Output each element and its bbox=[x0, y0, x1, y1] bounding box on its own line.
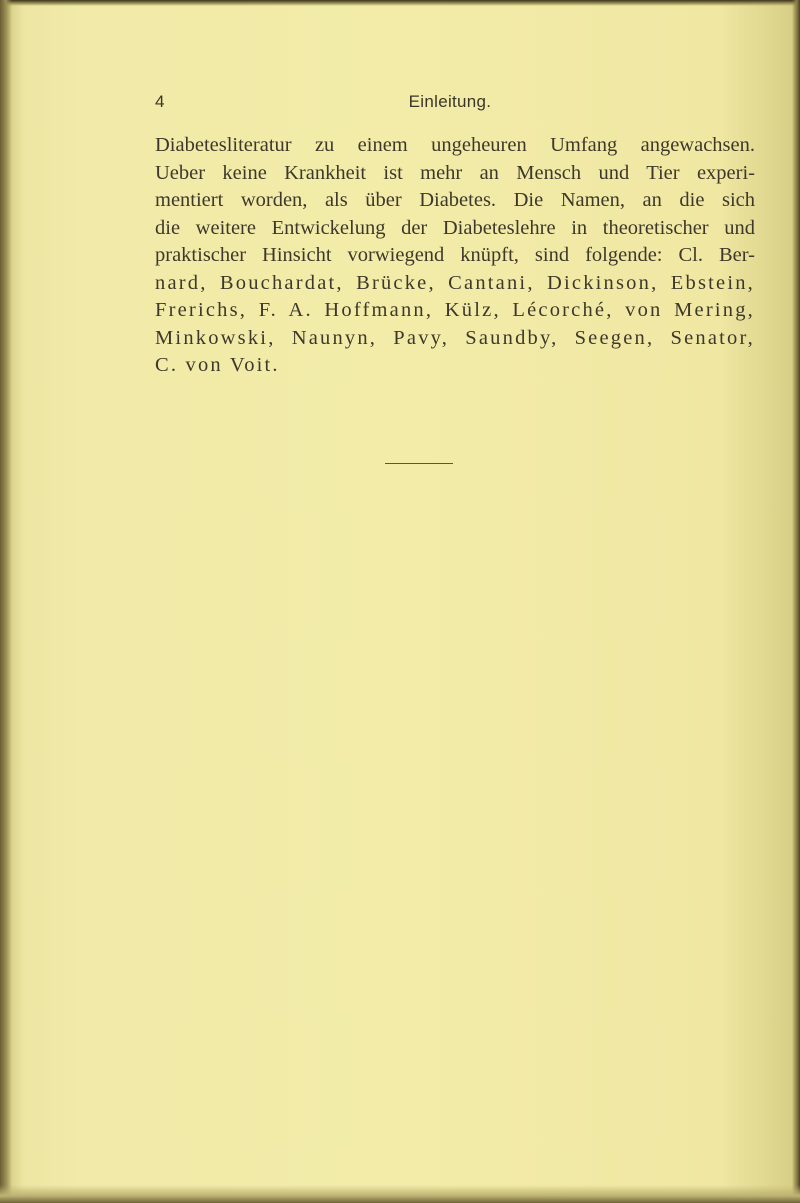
text-line: die weitere Entwickelung der Diabeteslehre in theoretischer und bbox=[155, 216, 755, 239]
page-number: 4 bbox=[155, 92, 165, 111]
text-line: praktischer Hinsicht vorwiegend knüpft, sind folgende: Cl. Ber- bbox=[155, 244, 755, 266]
text-line: nard, Bouchardat, Brücke, Cantani, Dickinson, Ebstein, bbox=[155, 271, 755, 294]
text-line: mentiert worden, als über Diabetes. Die Namen, an die sich bbox=[155, 189, 755, 211]
section-divider-rule bbox=[385, 463, 453, 464]
page-gutter-edge bbox=[0, 0, 12, 1203]
page-header bbox=[155, 92, 745, 118]
text-line: Frerichs, F. A. Hoffmann, Külz, Lécorché, von Mering, bbox=[155, 299, 755, 321]
text-line: Ueber keine Krankheit ist mehr an Mensch und Tier experi- bbox=[155, 161, 755, 184]
page-right-edge bbox=[792, 0, 800, 1203]
page-top-shadow bbox=[0, 0, 800, 6]
body-paragraph bbox=[155, 132, 755, 380]
page-bottom-edge bbox=[0, 1185, 800, 1203]
running-title: Einleitung. bbox=[408, 92, 492, 111]
text-line: Diabetesliteratur zu einem ungeheuren Umfang angewachsen. bbox=[155, 134, 755, 156]
text-line: Minkowski, Naunyn, Pavy, Saundby, Seegen, Senator, bbox=[155, 326, 755, 349]
text-line: C. von Voit. bbox=[155, 354, 280, 376]
